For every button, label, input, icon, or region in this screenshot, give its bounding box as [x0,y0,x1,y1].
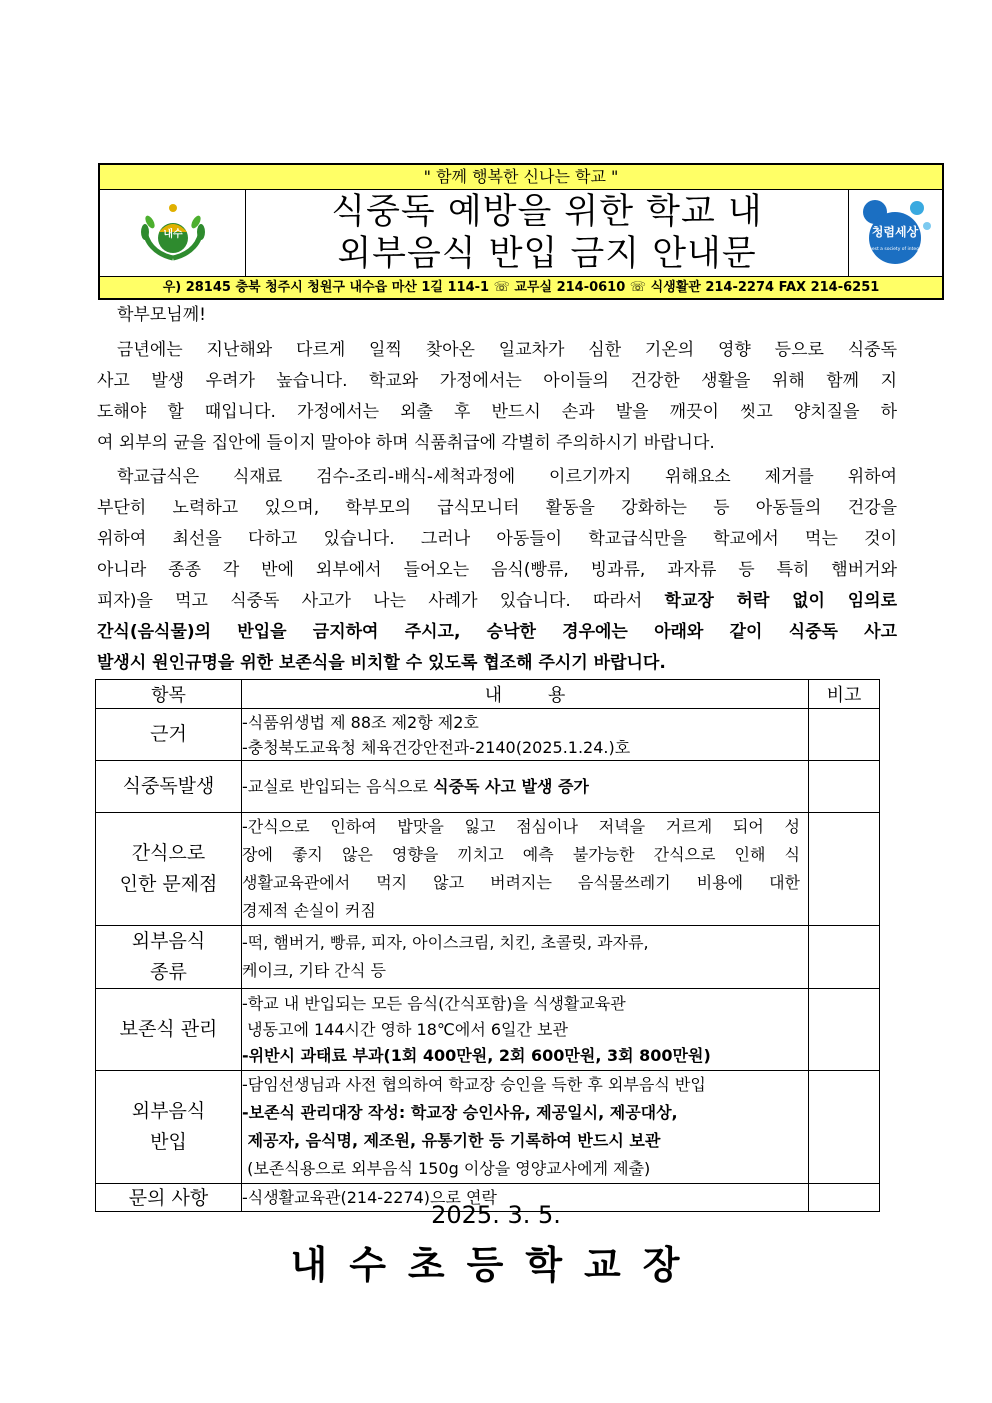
para2-line: 위하여 최선을 다하고 있습니다. 그러나 아동들이 학교급식만을 학교에서 먹는 것이 [97,529,897,549]
para2-line: 부단히 노력하고 있으며, 학부모의 급식모니터 활동을 강화하는 등 아동들의 건강을 [97,498,897,518]
page-title-line-1: 식중독 예방을 위한 학교 내 [331,192,763,232]
content-line: -떡, 햄버거, 빵류, 피자, 아이스크림, 치킨, 초콜릿, 과자류, [242,933,649,952]
row-item-line: 외부음식 [131,1100,206,1122]
row-item [96,813,242,926]
content-line [242,773,808,801]
row-item: 보존식 관리 [96,989,242,1071]
content-line: -담임선생님과 사전 협의하여 학교장 승인을 득한 후 외부음식 반입 [242,1075,706,1094]
page-title-line-2: 외부음식 반입 금지 안내문 [337,234,757,274]
content-line: 케이크, 기타 간식 등 [242,961,386,980]
content-line: -식생활교육관(214-2274)으로 연락 [242,1187,497,1207]
row-content [242,926,809,989]
row-item-line: 외부음식 [131,930,206,952]
content-line-emphasis: 제공자, 음식명, 제조원, 유통기한 등 기록하여 반드시 보관 [242,1131,661,1150]
row-note [809,926,880,989]
school-logo-cell [100,190,246,276]
content-line: -간식으로 인하여 밥맛을 잃고 점심이나 저녁을 거르게 되어 성 [242,817,800,836]
table-row [96,926,880,989]
row-note [809,761,880,813]
content-line-emphasis: -위반시 과태료 부과(1회 400만원, 2회 600만원, 3회 800만원) [242,1045,711,1065]
para2-line5-emphasis: 학교장 허락 없이 임의로 [664,591,897,611]
row-item-line: 반입 [150,1131,187,1153]
row-item-line: 종류 [150,961,187,983]
row-note [809,709,880,761]
row-content [242,813,809,926]
integrity-logo-cell [848,190,942,276]
row-item-line: 인한 문제점 [119,873,218,895]
para2-line: 아니라 종종 각 반에 외부에서 들어오는 음식(빵류, 빙과류, 과자류 등 특히 햄버거와 [97,560,897,580]
table-row [96,709,880,761]
content-line: 장에 좋지 않은 영향을 끼치고 예측 불가능한 간식으로 인해 식 [242,845,800,864]
row-note [809,813,880,926]
para1-line: 여 외부의 균을 집안에 들이지 말아야 하며 식품취급에 각별히 주의하시기 바랍니다. [97,433,715,453]
content-line: 냉동고에 144시간 영하 18℃에서 6일간 보관 [242,1019,568,1039]
content-line-emphasis: -보존식 관리대장 작성: 학교장 승인사유, 제공일시, 제공대상, [242,1103,678,1122]
row-content [242,1071,809,1184]
table-row [96,813,880,926]
paragraph-1 [97,335,897,459]
para1-line: 금년에는 지난해와 다르게 일찍 찾아온 일교차가 심한 기온의 영향 등으로 식중독 [117,340,897,360]
school-logo-icon [133,202,213,264]
table-row [96,761,880,813]
row-item [96,926,242,989]
table-header-row [96,680,880,709]
signer-name: 내수초등학교장 [290,1243,702,1287]
row-note [809,989,880,1071]
logo-right-sublabel: honest a society of integrity [863,247,927,252]
integrity-logo-icon [859,198,935,268]
school-slogan: " 함께 행복한 신나는 학교 " [100,165,942,190]
header-content: 내 용 [242,680,809,709]
row-item [96,1071,242,1184]
table-row [96,989,880,1071]
para1-line: 도해야 할 때입니다. 가정에서는 외출 후 반드시 손과 발을 깨끗이 씻고 양치질을 하 [97,402,897,422]
para2-emphasis-line: 간식(음식물)의 반입을 금지하여 주시고, 승낙한 경우에는 아래와 같이 식중독 사고 [97,622,897,642]
row-item: 근거 [96,709,242,761]
logo-left-label: 내수 [163,229,183,240]
notice-table [95,679,880,1212]
greeting: 학부모님께! [117,305,206,325]
row-item: 식중독발생 [96,761,242,813]
letter-header [98,163,944,300]
content-line: 경제적 손실이 커짐 [242,901,376,920]
content-line: (보존식용으로 외부음식 150g 이상을 영양교사에게 제출) [242,1159,651,1178]
school-address: 우) 28145 충북 청주시 청원구 내수읍 마산 1길 114-1 ☏ 교무실 214-0610 ☏ 식생활관 214-2274 FAX 214-6251 [100,276,942,298]
content-line: -학교 내 반입되는 모든 음식(간식포함)을 식생활교육관 [242,993,626,1013]
table-row [96,1071,880,1184]
para2-line [97,586,897,617]
content-line: 생활교육관에서 먹지 않고 버려지는 음식물쓰레기 비용에 대한 [242,873,800,892]
header-item: 항목 [96,680,242,709]
title-cell [246,190,848,276]
para2-emphasis-line: 발생시 원인규명을 위한 보존식을 비치할 수 있도록 협조해 주시기 바랍니다. [97,653,666,673]
header-note: 비고 [809,680,880,709]
row-content [242,761,809,813]
para2-line5-text: 피자)을 먹고 식중독 사고가 나는 사례가 있습니다. 따라서 [97,591,665,611]
logo-right-label: 청렴세상 [871,225,919,239]
content-line: -식품위생법 제 88조 제2항 제2호 [242,712,479,732]
row-note [809,1071,880,1184]
para1-line: 사고 발생 우려가 높습니다. 학교와 가정에서는 아이들의 건강한 생활을 위해 함께 지 [97,371,897,391]
paragraph-2 [97,462,897,679]
row-content [242,709,809,761]
content-line: -충청북도교육청 체육건강안전과-2140(2025.1.24.)호 [242,737,631,757]
row-item-line: 간식으로 [131,842,206,864]
row-item: 문의 사항 [96,1184,242,1212]
row-content [242,989,809,1071]
content-emphasis: 식중독 사고 발생 증가 [433,776,589,796]
letter-date: 2025. 3. 5. [431,1201,561,1229]
content-text: -교실로 반입되는 음식으로 [242,776,434,796]
para2-line: 학교급식은 식재료 검수-조리-배식-세척과정에 이르기까지 위해요소 제거를 위하여 [117,467,897,487]
